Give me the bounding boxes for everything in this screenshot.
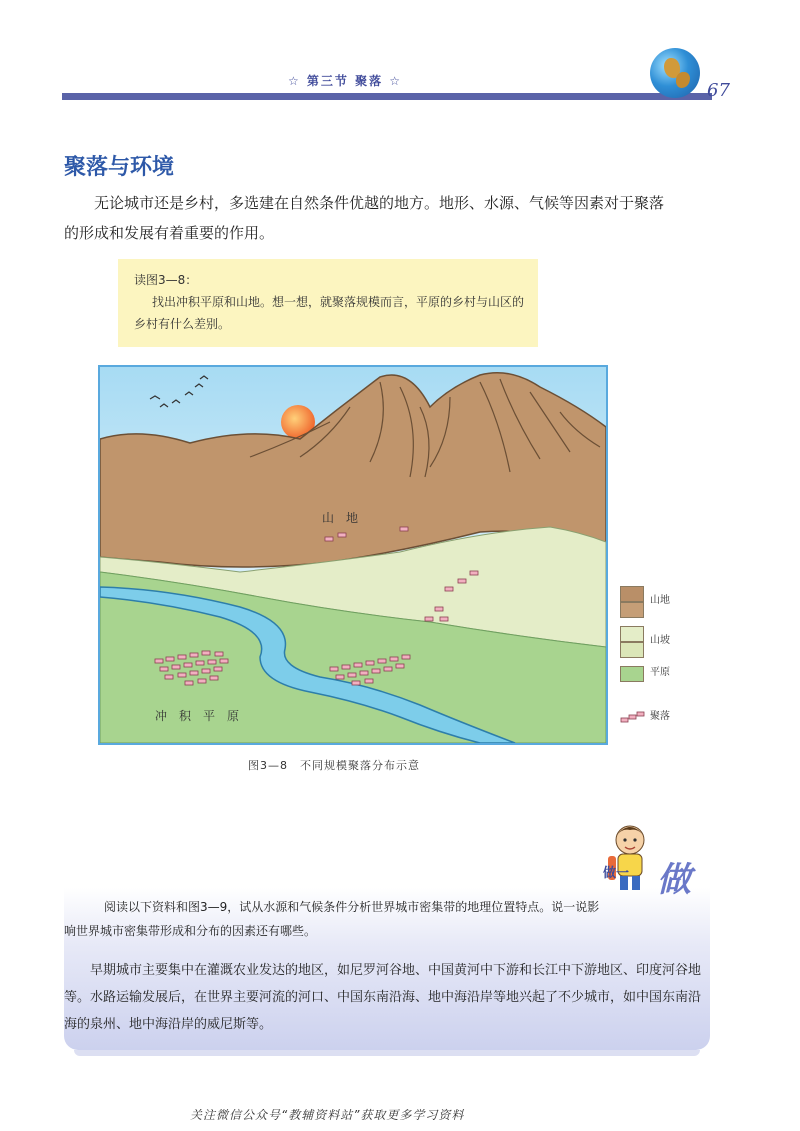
legend-item-mountain bbox=[620, 586, 730, 606]
activity-label-big: 做 bbox=[657, 860, 691, 900]
mountain-label: 山 地 bbox=[322, 511, 359, 525]
legend-label-plain: 平原 bbox=[650, 667, 670, 678]
reading-note bbox=[118, 259, 538, 347]
legend-swatch-slope bbox=[620, 626, 644, 642]
legend-swatch-plain bbox=[620, 666, 644, 682]
section-title: 聚落与环境 bbox=[64, 155, 175, 180]
legend-item-plain bbox=[620, 666, 730, 686]
note-body: 找出冲积平原和山地。想一想，就聚落规模而言，平原的乡村与山区的乡村有什么差别。 bbox=[134, 295, 525, 331]
note-heading: 读图3—8： bbox=[134, 273, 198, 287]
legend-swatch-mountain-2 bbox=[620, 602, 644, 618]
legend-label-settlement: 聚落 bbox=[650, 711, 670, 722]
intro-paragraph: 无论城市还是乡村，多选建在自然条件优越的地方。地形、水源、气候等因素对于聚落的形成和发展有着重要的作用。 bbox=[64, 194, 665, 242]
legend-item-settlement bbox=[620, 710, 730, 730]
page-number: 67 bbox=[707, 80, 730, 101]
map-illustration bbox=[100, 367, 606, 743]
student-icon bbox=[600, 820, 660, 895]
globe-icon bbox=[650, 48, 700, 98]
activity-panel-shadow bbox=[74, 1050, 700, 1056]
plain-label: 冲 积 平 原 bbox=[155, 709, 240, 723]
chapter-header: ☆ 第三节 聚落 ☆ bbox=[288, 74, 403, 88]
legend-item-slope bbox=[620, 626, 730, 646]
settlement-icon bbox=[620, 710, 646, 724]
activity-prompt: 阅读以下资料和图3—9，试从水源和气候条件分析世界城市密集带的地理位置特点。说一说影响世界城市密集带形成和分布的因素还有哪些。 bbox=[64, 900, 600, 938]
footer-note: 关注微信公众号“教辅资料站”获取更多学习资料 bbox=[190, 1108, 465, 1122]
legend-swatch-mountain bbox=[620, 586, 644, 602]
legend-label-slope: 山坡 bbox=[650, 635, 670, 646]
header-bar bbox=[62, 93, 712, 100]
legend-label-mountain: 山地 bbox=[650, 595, 670, 606]
activity-label-small: 做一 bbox=[603, 866, 630, 881]
activity-material: 早期城市主要集中在灌溉农业发达的地区，如尼罗河谷地、中国黄河中下游和长江中下游地区、印度河谷地等。水路运输发展后，在世界主要河流的河口、中国东南沿海、地中海沿岸等地兴起了不少城市，如中国东南沿海的泉州、地中海沿岸的威尼斯等。 bbox=[64, 963, 702, 1032]
figure-caption: 图3—8 不同规模聚落分布示意 bbox=[248, 759, 420, 772]
legend-swatch-slope-2 bbox=[620, 642, 644, 658]
settlement-map bbox=[98, 365, 608, 745]
